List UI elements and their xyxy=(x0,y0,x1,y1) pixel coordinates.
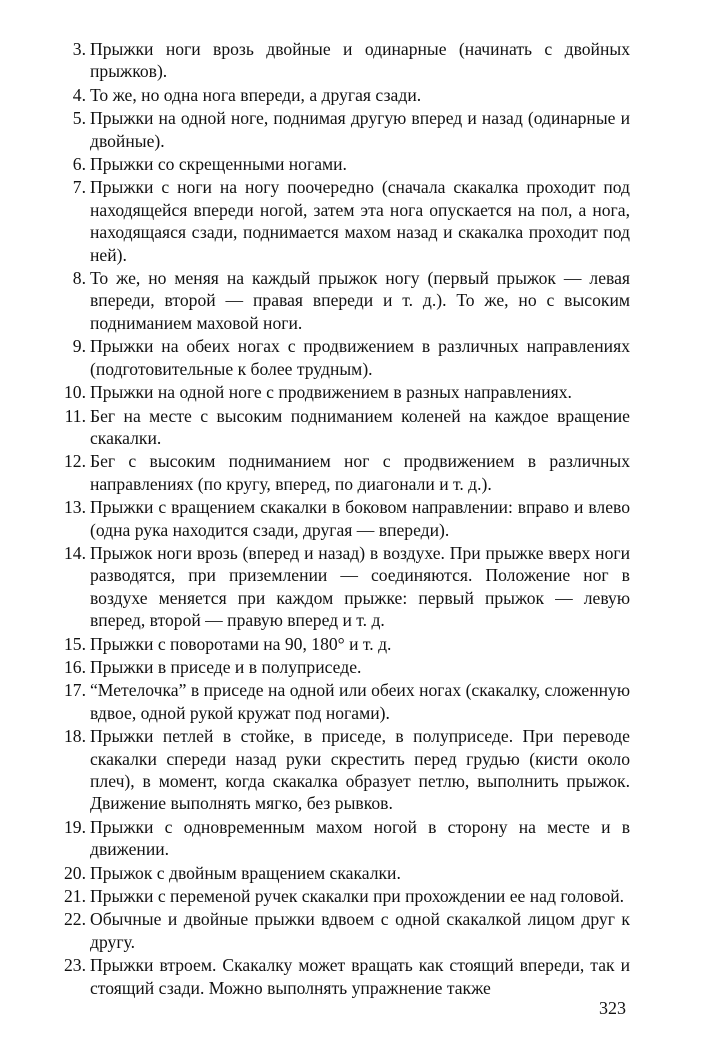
item-number: 14. xyxy=(64,542,86,563)
item-text: Обычные и двойные прыжки вдвоем с одной скакалкой лицом друг к другу. xyxy=(90,909,630,952)
list-item xyxy=(46,450,630,495)
item-text: Прыжки с переменой ручек скакалки при прохождении ее над головой. xyxy=(90,886,625,907)
item-number: 4. xyxy=(72,84,86,105)
list-item xyxy=(46,656,630,678)
item-text: Прыжки со скрещенными ногами. xyxy=(90,154,347,175)
item-number: 3. xyxy=(72,39,86,59)
item-number: 18. xyxy=(64,726,86,747)
item-text: Прыжки в приседе и в полуприседе. xyxy=(90,656,362,677)
item-number: 7. xyxy=(72,177,86,198)
item-text: Бег с высоким подниманием ног с продвижением в различных направлениях (по кругу, вперед, по диагонали и т. д.). xyxy=(90,451,630,494)
list-item xyxy=(46,267,630,334)
item-text: Прыжки на одной ноге, поднимая другую вперед и назад (одинарные и двойные). xyxy=(90,108,630,151)
item-text: Прыжки петлей в стойке, в приседе, в полуприседе. При переводе скакалки спереди назад руки скрестить перед грудью (кисти около плеч), в момент, когда скакалка образует петлю, выполнить прыжок. Движение выполнять мягко, без рывков. xyxy=(90,726,630,814)
list-item xyxy=(46,725,630,815)
list-item xyxy=(46,176,630,266)
page-number: 323 xyxy=(599,998,626,1018)
item-number: 11. xyxy=(64,405,86,426)
list-item xyxy=(46,107,630,152)
item-number: 9. xyxy=(72,336,86,357)
item-number: 5. xyxy=(72,108,86,129)
list-item xyxy=(46,496,630,541)
list-item xyxy=(46,405,630,450)
item-number: 15. xyxy=(64,633,86,654)
list-item xyxy=(46,633,630,655)
item-text: Прыжки ноги врозь двойные и одинарные (начинать с двойных прыжков). xyxy=(90,39,630,82)
list-item xyxy=(46,335,630,380)
list-item xyxy=(46,38,630,83)
list-item xyxy=(46,862,630,884)
item-text: Прыжки на одной ноге с продвижением в разных направлениях. xyxy=(90,382,572,403)
list-item xyxy=(46,908,630,953)
item-text: То же, но меняя на каждый прыжок ногу (первый прыжок — левая впереди, второй — правая впереди и т. д.). То же, но с высоким подниманием маховой ноги. xyxy=(90,268,630,333)
item-text: Прыжки с ноги на ногу поочередно (сначала скакалка проходит под находящейся впереди ногой, затем эта нога опускается на пол, а нога, находящаяся сзади, поднимается махом назад и скакалка проходит под ней). xyxy=(90,177,630,265)
item-number: 16. xyxy=(64,656,86,677)
item-text: Бег на месте с высоким подниманием коленей на каждое вращение скакалки. xyxy=(90,405,630,448)
item-number: 13. xyxy=(64,497,86,518)
item-number: 19. xyxy=(64,816,86,837)
item-text: “Метелочка” в приседе на одной или обеих ногах (скакалку, сложенную вдвое, одной рукой кружат под ногами). xyxy=(90,680,630,723)
item-number: 6. xyxy=(72,154,86,175)
exercise-list xyxy=(46,38,630,1000)
list-item xyxy=(46,816,630,861)
item-number: 20. xyxy=(64,862,86,883)
list-item xyxy=(46,153,630,175)
list-item xyxy=(46,542,630,632)
item-text: Прыжки с поворотами на 90, 180° и т. д. xyxy=(90,633,392,654)
list-item xyxy=(46,381,630,403)
item-text: Прыжки с вращением скакалки в боковом направлении: вправо и влево (одна рука находится сзади, другая — впереди). xyxy=(90,497,630,540)
item-number: 8. xyxy=(72,268,86,289)
item-number: 21. xyxy=(64,886,86,907)
item-text: То же, но одна нога впереди, а другая сзади. xyxy=(90,84,422,105)
list-item xyxy=(46,84,630,106)
list-item xyxy=(46,954,630,999)
item-text: Прыжки втроем. Скакалку может вращать как стоящий впереди, так и стоящий сзади. Можно выполнять упражнение также xyxy=(90,955,630,998)
list-item xyxy=(46,885,630,907)
item-text: Прыжок с двойным вращением скакалки. xyxy=(90,862,401,883)
item-number: 17. xyxy=(64,680,86,701)
item-text: Прыжок ноги врозь (вперед и назад) в воздухе. При прыжке вверх ноги разводятся, при приземлении — соединяются. Положение ног в воздухе меняется при каждом прыжке: первый прыжок — левую вперед, второй — правую вперед и т. д. xyxy=(90,542,630,631)
item-number: 10. xyxy=(64,382,86,403)
item-text: Прыжки на обеих ногах с продвижением в различных направлениях (подготовительные к более трудным). xyxy=(90,336,630,379)
list-item xyxy=(46,679,630,724)
item-number: 12. xyxy=(64,451,86,472)
item-text: Прыжки с одновременным махом ногой в сторону на месте и в движении. xyxy=(90,816,630,860)
item-number: 22. xyxy=(64,909,86,930)
item-number: 23. xyxy=(64,955,86,976)
